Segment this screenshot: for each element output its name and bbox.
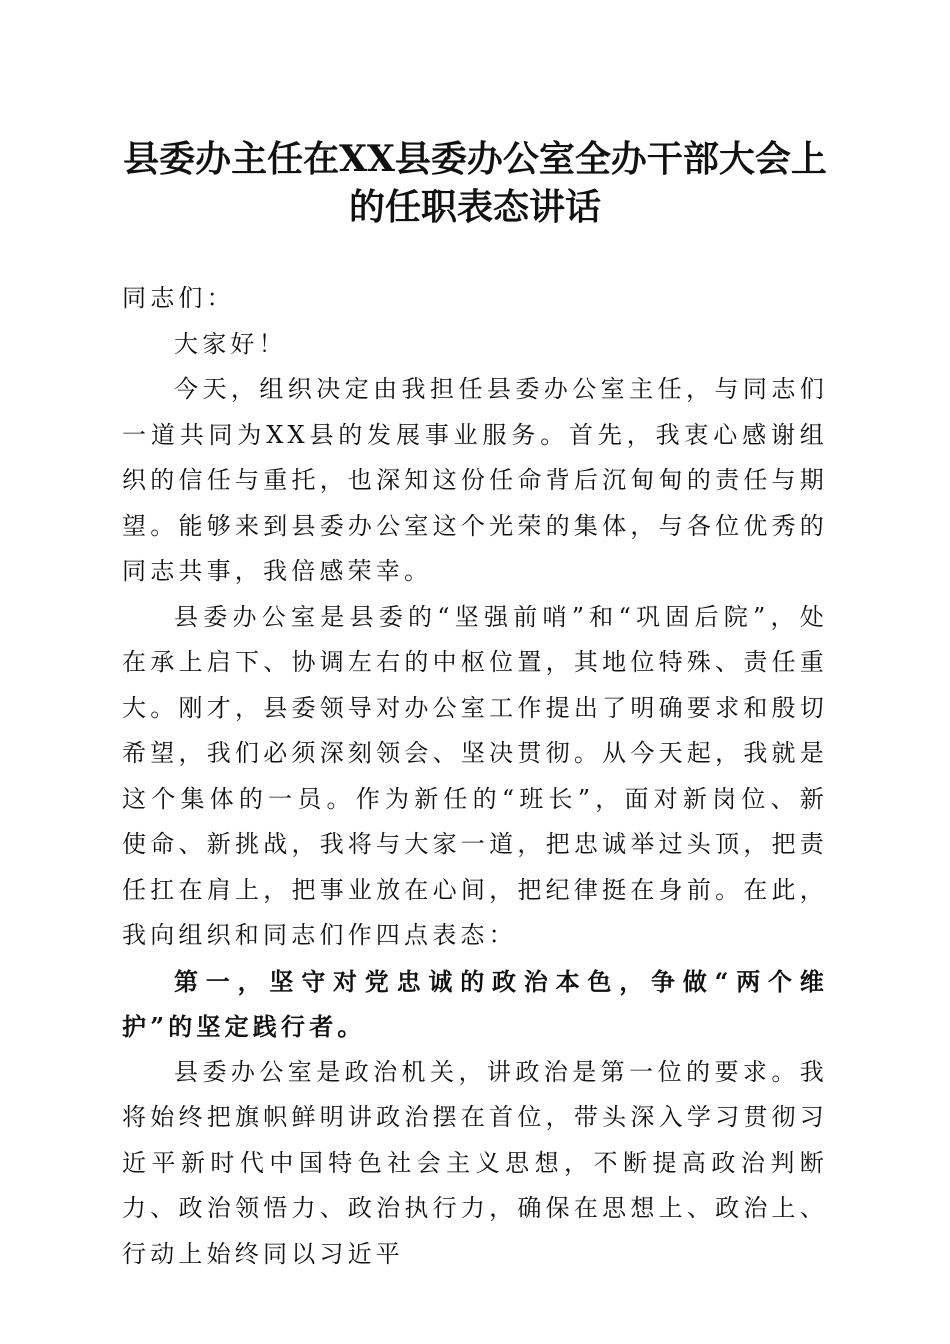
paragraph-greeting: 大家好！ (174, 329, 287, 358)
document-body (122, 276, 828, 1277)
document-title-line-1: 县委办主任在XX县委办公室全办干部大会上 (123, 138, 827, 180)
paragraph-office-role: 县委办公室是县委的“坚强前哨”和“巩固后院”，处在承上启下、协调左右的中枢位置，其地位特殊、责任重大。刚才，县委领导对办公室工作提出了明确要求和殷切希望，我们必须深刻领会、坚决贯彻。从今天起，我就是这个集体的一员。作为新任的“班长”，面对新岗位、新使命、新挑战，我将与大家一道，把忠诚举过头顶，把责任扛在肩上，把事业放在心间，把纪律挺在身前。在此，我向组织和同志们作四点表态： (122, 602, 828, 949)
paragraph-point-one-body: 县委办公室是政治机关，讲政治是第一位的要求。我将始终把旗帜鲜明讲政治摆在首位，带头深入学习贯彻习近平新时代中国特色社会主义思想，不断提高政治判断力、政治领悟力、政治执行力，确保在思想上、政治上、行动上始终同以习近平 (122, 1057, 828, 1268)
salutation: 同志们： (122, 284, 235, 312)
paragraph-point-one-heading: 第一，坚守对党忠诚的政治本色，争做“两个维护”的坚定践行者。 (122, 966, 828, 1041)
paragraph-appointment: 今天，组织决定由我担任县委办公室主任，与同志们一道共同为XX县的发展事业服务。首先，我衷心感谢组织的信任与重托，也深知这份任命背后沉甸甸的责任与期望。能够来到县委办公室这个光荣的集体，与各位优秀的同志共事，我倍感荣幸。 (122, 375, 828, 585)
document-title-line-2: 的任职表态讲话 (348, 186, 601, 228)
